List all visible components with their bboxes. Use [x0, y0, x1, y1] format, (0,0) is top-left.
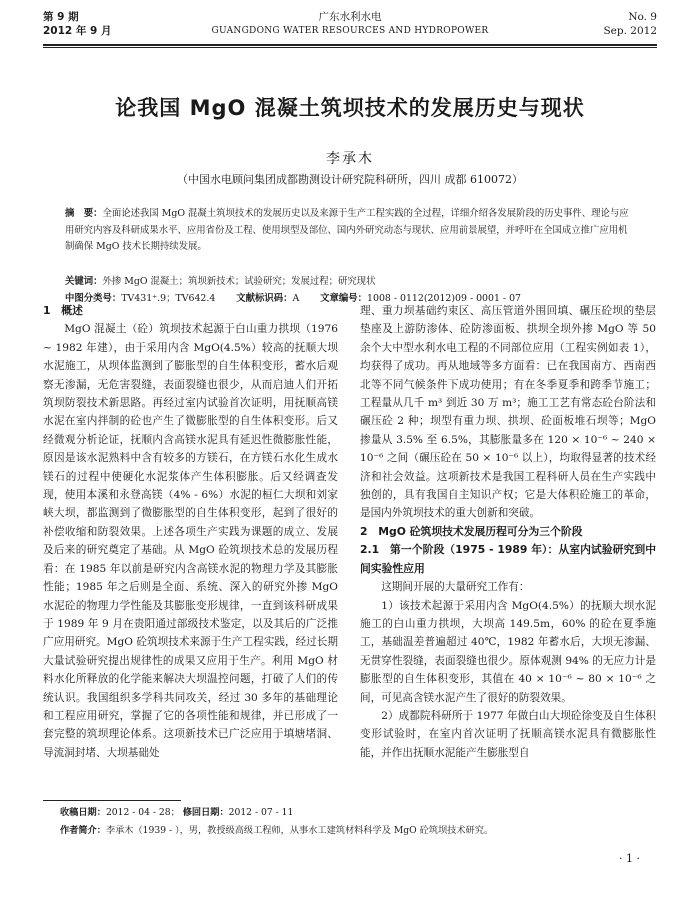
footnote-dates	[60, 804, 657, 822]
revised-date: 2012 - 07 - 11	[228, 807, 294, 818]
revised-label: 修回日期：	[182, 807, 229, 818]
subsection-heading: 2.1 第一个阶段（1975 - 1989 年）：从室内试验研究到中间实验性应用	[360, 543, 656, 575]
abstract-label: 摘 要：	[65, 208, 103, 219]
issue-number-en: No. 9	[628, 11, 657, 23]
issue-info-en	[603, 10, 657, 38]
header-rule-thin	[43, 47, 657, 48]
author-name: 李承木	[326, 151, 374, 167]
received-date: 2012 - 04 - 28；	[105, 807, 180, 818]
article-id-value: 1008 - 0112(2012)09 - 0001 - 07	[367, 292, 522, 304]
clc-label: 中图分类号：	[65, 292, 122, 304]
article-id-label: 文章编号：	[320, 292, 368, 304]
footnote-bio	[60, 822, 657, 840]
issue-date-en: Sep. 2012	[603, 25, 657, 37]
paragraph: 1）该技术起源于采用内含 MgO(4.5%）的抚顺大坝水泥施工的白山重力拱坝，大坝高 149.5m，60% 的砼在夏季施工，基础温差普遍超过 40℃，1982 年蓄水后，大坝无渗漏、无贯穿性裂缝，表面裂缝也很少。原体观测 94% 的无应力计是膨胀型的自生体积变形，其值在 40 × 10⁻⁶ ~ 80 × 10⁻⁶ 之间，可见高含镁水泥产生了很好的防裂效果。	[360, 599, 656, 704]
doc-code-label: 文献标识码：	[236, 292, 293, 304]
section-heading: 1 概述	[43, 304, 83, 317]
abstract-text: 全面论述我国 MgO 混凝土筑坝技术的发展历史以及来源于生产工程实践的全过程，详细介绍各发展阶段的历史事件、理论与应用研究内容及科研成果水平、应用省份及工程、使用坝型及部位、国内外研究动态与现状、应用前景展望，并呼吁在全国成立推广应用机制确保 MgO 技术长期持续发展。	[65, 208, 629, 252]
abstract	[65, 206, 635, 256]
bio-label: 作者简介：	[60, 825, 106, 836]
footnote-rule	[43, 800, 181, 801]
paragraph: 2）成都院科研所于 1977 年做白山大坝砼徐变及自生体积变形试验时，在室内首次证明了抚顺高镁水泥具有微膨胀性能，并作出抚顺水泥能产生膨胀型自	[360, 709, 656, 759]
body-column-left	[43, 302, 338, 762]
issue-date: 2012 年 9 月	[43, 25, 112, 37]
section-heading: 2 MgO 砼筑坝技术发展历程可分为三个阶段	[360, 524, 583, 538]
issue-number: 第 9 期	[43, 11, 79, 23]
body-column-right	[360, 302, 656, 762]
journal-name-en: GUANGDONG WATER RESOURCES AND HYDROPOWER	[211, 26, 489, 36]
author-affiliation: （中国水电顾问集团成都勘测设计研究院科研所，四川 成都 610072）	[177, 173, 523, 186]
journal-name-cn: 广东水利水电	[318, 11, 382, 23]
keywords-text: 外掺 MgO 混凝土；筑坝新技术；试验研究；发展过程；研究现状	[102, 276, 376, 287]
header-rule-thick	[43, 44, 657, 46]
keywords	[65, 274, 635, 291]
doc-code-value: A	[292, 292, 300, 304]
clc-value: TV431⁺.9；TV642.4	[121, 292, 216, 304]
paragraph: 理、重力坝基础约束区、高压管道外围回填、碾压砼坝的垫层垫座及上游防渗体、砼防渗面板、拱坝全坝外掺 MgO 等 50 余个大中型水利水电工程的不同部位应用（工程实例如表 1），均获得了成功。再从地域等多方面看：已在我国南方、西南西北等不同气候条件下成功使用；有在冬季夏季和跨季节施工；工程量从几千 m³ 到近 30 万 m³；施工工艺有常态砼台阶法和碾压砼 2 种；坝型有重力坝、拱坝、砼面板堆石坝等；MgO 掺量从 3.5% 至 6.5%，其膨胀量多在 120 × 10⁻⁶ ~ 240 × 10⁻⁶ 之间（碾压砼在 50 × 10⁻⁶ 以上），均取得显著的技术经济和社会效益。这项新技术是我国工程科研人员在生产实践中独创的，具有我国自主知识产权；它是大体积砼施工的革命，是国内外筑坝技术的重大创新和突破。	[360, 305, 656, 520]
received-label: 收稿日期：	[60, 807, 106, 818]
bio-text: 李承木（1939 - ），男，教授级高级工程师，从事水工建筑材料科学及 MgO 砼筑坝技术研究。	[105, 825, 494, 836]
paragraph: 这期间开展的大量研究工作有：	[381, 581, 530, 594]
page-number: · 1 ·	[619, 852, 640, 865]
footnote	[60, 804, 657, 840]
journal-name	[43, 10, 657, 38]
keywords-label: 关键词：	[65, 276, 103, 287]
article-title: 论我国 MgO 混凝土筑坝技术的发展历史与现状	[115, 96, 585, 120]
paragraph: MgO 混凝土（砼）筑坝技术起源于白山重力拱坝（1976 ~ 1982 年建），由于采用内含 MgO(4.5%）较高的抚顺大坝水泥施工，从坝体监测到了膨胀型的自生体积变形，蓄水后观察无渗漏，无危害裂缝，表面裂缝也很少，从而启迪人们开拓筑坝防裂技术新思路。再经过室内试验首次证明，用抚顺高镁水泥在室内拌制的砼也产生了微膨胀型的自生体积变形。后又经微观分析论证，抚顺内含高镁水泥具有延迟性微膨胀性能，原因是该水泥熟料中含有较多的方镁石，在方镁石水化生成水镁石的过程中使硬化水泥浆体产生体积膨胀。后又经调查发现，使用本溪和永登高镁（4% - 6%）水泥的桓仁大坝和刘家峡大坝，都监测到了微膨胀型的自生体积变形，起到了很好的补偿收缩和防裂效果。上述各项生产实践为课题的成立、发展及后来的研究奠定了基础。从 MgO 砼筑坝技术总的发展历程看：在 1985 年以前是研究内含高镁水泥的物理力学及其膨胀性能；1985 年之后则是全面、系统、深入的研究外掺 MgO 水泥砼的物理力学性能及其膨胀变形规律，一直到该科研成果于 1989 年 9 月在贵阳通过部级技术鉴定，以及其后的广泛推广应用研究。MgO 砼筑坝技术来源于生产工程实践，经过长期大量试验研究提出规律性的成果又应用于生产。利用 MgO 材料水化所释放的化学能来解决大坝温控问题，打破了人们的传统认识。我国组织多学科共同攻关，经过 30 多年的基础理论和工程应用研究，掌握了它的各项性能和规律，并已形成了一套完整的筑坝理论体系。这项新技术已广泛应用于填塘堵洞、导流洞封堵、大坝基础处	[43, 323, 338, 759]
